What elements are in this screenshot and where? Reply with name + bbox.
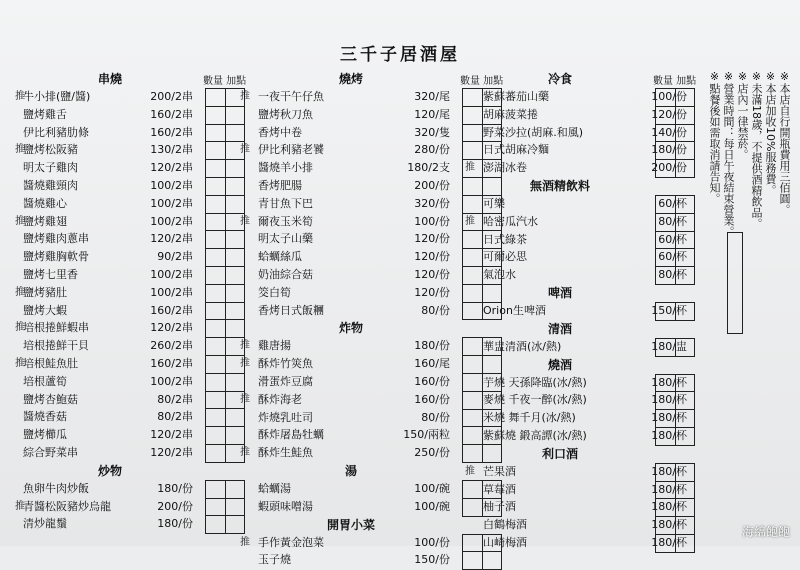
item-name: 酥炸海老 <box>258 392 302 406</box>
add-order-cell[interactable] <box>675 106 695 124</box>
item-price: 80/2串 <box>157 392 193 406</box>
item-name: 雞唐揚 <box>258 339 291 353</box>
quantity-cell[interactable] <box>656 481 676 499</box>
item-price: 180/2支 <box>407 161 450 175</box>
section-title: 開胃小菜 <box>326 517 375 532</box>
item-price: 80/杯 <box>658 214 687 228</box>
item-name: 香烤肥腸 <box>258 178 302 192</box>
quantity-cell[interactable] <box>656 142 676 160</box>
item-name: 培根捲鮮蝦串 <box>23 321 89 335</box>
item-name: 芋燒 天孫降臨(冰/熱) <box>483 375 587 389</box>
quantity-cell[interactable] <box>206 355 226 373</box>
item-price: 180/杯 <box>651 535 687 549</box>
item-price: 100/2串 <box>150 285 193 299</box>
section-title: 炒物 <box>97 463 122 478</box>
recommend-mark: 推 <box>465 215 475 227</box>
item-name: 澎湖冰卷 <box>483 161 527 175</box>
quantity-cell[interactable] <box>656 303 676 321</box>
item-price: 180/杯 <box>651 411 687 425</box>
add-order-cell[interactable] <box>675 338 695 356</box>
item-name: 鹽烤豬肚 <box>23 285 67 299</box>
add-order-cell[interactable] <box>675 213 695 231</box>
quantity-cell[interactable] <box>656 427 676 445</box>
item-name: 清炒龍鬚 <box>23 517 67 531</box>
item-price: 180/盅 <box>651 339 687 353</box>
item-price: 180/杯 <box>651 518 687 532</box>
item-name: 酥炸屠島牡蠣 <box>258 428 324 442</box>
item-name: 青甘魚下巴 <box>258 196 313 210</box>
add-order-cell[interactable] <box>675 392 695 410</box>
item-name: 鹽烤櫛瓜 <box>23 428 67 442</box>
qty-grid <box>655 195 695 285</box>
item-name: 蛤蠣絲瓜 <box>258 250 302 264</box>
item-price: 90/2串 <box>157 250 193 264</box>
item-price: 150/份 <box>414 553 450 567</box>
item-price: 120/2串 <box>150 428 193 442</box>
note-line: ※店內一律禁菸。 <box>736 70 749 160</box>
item-price: 160/2串 <box>150 303 193 317</box>
item-name: 明太子山藥 <box>258 232 313 246</box>
item-price: 180/杯 <box>651 464 687 478</box>
section-title: 燒烤 <box>338 72 363 86</box>
quantity-cell[interactable] <box>206 373 226 391</box>
qty-grid <box>205 480 245 534</box>
item-price: 160/2串 <box>150 107 193 121</box>
section-title: 炸物 <box>338 321 363 336</box>
item-name: 鹽烤雞舌 <box>23 107 67 121</box>
item-name: 醬燒雞心 <box>23 196 67 210</box>
item-price: 120/份 <box>414 285 450 299</box>
item-name: 蛤蠣湯 <box>258 481 291 495</box>
item-name: 鹽烤七里香 <box>23 267 78 281</box>
item-name: 鹽烤松阪豬 <box>23 143 78 157</box>
item-name: 酥炸竹筴魚 <box>258 357 313 371</box>
item-name: 牛小排(鹽/醬) <box>23 90 91 103</box>
item-price: 180/份 <box>157 517 193 531</box>
item-price: 320/隻 <box>414 125 450 139</box>
item-name: 可樂 <box>483 196 505 210</box>
item-name: 鹽烤杏鮑菇 <box>23 392 78 406</box>
note-line: ※本店加收10%服務費。 <box>764 70 777 196</box>
quantity-cell[interactable] <box>206 266 226 284</box>
item-price: 180/杯 <box>651 393 687 407</box>
quantity-cell[interactable] <box>206 338 226 356</box>
item-price: 80/份 <box>421 410 450 424</box>
add-order-cell[interactable] <box>675 427 695 445</box>
section-title: 利口酒 <box>541 446 578 461</box>
item-price: 180/份 <box>414 339 450 353</box>
note-line: ※本店自行開瓶費用三佰圓。 <box>778 70 791 215</box>
recommend-mark: 推 <box>15 357 25 369</box>
recommend-mark: 推 <box>15 144 25 156</box>
item-name: 明太子雞肉 <box>23 161 78 175</box>
item-price: 260/2串 <box>150 339 193 353</box>
item-name: 山崎梅酒 <box>483 535 527 549</box>
item-name: 紫蘇蕃茄山藥 <box>483 90 549 103</box>
quantity-cell[interactable] <box>206 177 226 195</box>
qty-grid <box>655 463 695 553</box>
page-title: 三千子居酒屋 <box>340 45 460 65</box>
note-line: ※點餐後如需取消請告知。 <box>708 70 721 204</box>
item-name: 日式胡麻冷麵 <box>483 143 549 157</box>
item-price: 140/份 <box>651 125 687 139</box>
quantity-cell[interactable] <box>656 213 676 231</box>
qty-grid <box>655 374 695 446</box>
item-price: 120/2串 <box>150 445 193 459</box>
item-price: 180/杯 <box>651 500 687 514</box>
quantity-cell[interactable] <box>206 480 226 498</box>
recommend-mark: 推 <box>15 500 25 512</box>
qty-header: 數量 加點 <box>460 76 504 87</box>
add-order-cell[interactable] <box>675 267 695 285</box>
add-order-cell[interactable] <box>675 249 695 267</box>
item-name: 伊比利豬老饕 <box>258 143 324 157</box>
note-line: ※未滿18歲，不提供酒精飲品。 <box>750 70 763 229</box>
item-price: 120/份 <box>414 250 450 264</box>
item-price: 160/2串 <box>150 125 193 139</box>
item-name: 紫蘇燒 鍛高譚(冰/熱) <box>483 428 587 442</box>
section-title: 湯 <box>344 463 357 478</box>
item-name: 醬燒香菇 <box>23 410 67 424</box>
add-order-cell[interactable] <box>675 410 695 428</box>
item-price: 60/杯 <box>658 196 687 210</box>
note-line: ※營業時間：每日午夜結束營業。 <box>722 70 735 237</box>
item-price: 80/杯 <box>658 268 687 282</box>
item-name: 一夜干午仔魚 <box>258 90 324 103</box>
item-price: 100/2串 <box>150 196 193 210</box>
item-name: 鹽烤雞肉蔥串 <box>23 232 89 246</box>
quantity-cell[interactable] <box>206 444 226 462</box>
item-price: 60/杯 <box>658 250 687 264</box>
item-name: 綜合野菜串 <box>23 445 78 459</box>
add-order-cell[interactable] <box>675 463 695 481</box>
section-title: 冷食 <box>547 72 572 86</box>
item-price: 100/2串 <box>150 374 193 388</box>
item-name: 氣泡水 <box>483 268 516 282</box>
item-price: 80/份 <box>421 303 450 317</box>
quantity-cell[interactable] <box>206 427 226 445</box>
item-name: 爾夜玉米筍 <box>258 214 313 228</box>
item-name: 香烤中卷 <box>258 125 302 139</box>
item-name: 胡麻菠菜捲 <box>483 107 538 121</box>
quantity-cell[interactable] <box>206 409 226 427</box>
add-order-cell[interactable] <box>675 89 695 107</box>
item-name: 蝦頭味噌湯 <box>258 499 313 513</box>
item-name: 手作黃金泡菜 <box>258 535 324 549</box>
add-order-cell[interactable] <box>675 499 695 517</box>
recommend-mark: 推 <box>240 358 250 370</box>
item-price: 200/份 <box>157 499 193 513</box>
item-price: 320/尾 <box>414 90 450 103</box>
recommend-mark: 推 <box>240 215 250 227</box>
item-price: 180/杯 <box>651 428 687 442</box>
item-name: 可爾必思 <box>483 250 527 264</box>
add-order-cell[interactable] <box>675 196 695 214</box>
item-name: 奶油綜合菇 <box>258 267 313 281</box>
item-name: 玉子燒 <box>258 553 291 567</box>
menu-column <box>240 70 502 569</box>
item-name: 滑蛋炸豆腐 <box>258 374 313 388</box>
quantity-cell[interactable] <box>656 196 676 214</box>
item-name: 香烤日式飯糰 <box>258 303 324 317</box>
qty-grid <box>655 302 695 321</box>
item-name: 野菜沙拉(胡麻.和風) <box>483 125 584 139</box>
qty-grid <box>655 88 695 178</box>
item-name: 炸燒乳吐司 <box>258 410 313 424</box>
recommend-mark: 推 <box>240 144 250 156</box>
section-title: 清酒 <box>547 321 572 336</box>
notes-panel <box>708 70 790 330</box>
quantity-cell[interactable] <box>656 374 676 392</box>
quantity-cell[interactable] <box>656 534 676 552</box>
item-name: 日式綠茶 <box>483 232 527 246</box>
section-title: 啤酒 <box>547 285 572 300</box>
quantity-cell[interactable] <box>656 410 676 428</box>
recommend-mark: 推 <box>15 322 25 334</box>
section-title: 串燒 <box>97 72 122 86</box>
item-price: 120/份 <box>414 232 450 246</box>
item-price: 120/2串 <box>150 161 193 175</box>
item-price: 180/份 <box>157 481 193 495</box>
recommend-mark: 推 <box>465 465 475 477</box>
item-price: 120/份 <box>414 267 450 281</box>
item-name: 麥燒 千夜一醉(冰/熱) <box>483 393 587 407</box>
item-price: 130/2串 <box>150 143 193 157</box>
item-price: 100/份 <box>414 535 450 549</box>
qty-header: 數量 加點 <box>203 76 247 87</box>
item-price: 150/兩粒 <box>403 428 450 442</box>
quantity-cell[interactable] <box>206 498 226 516</box>
add-order-cell[interactable] <box>675 517 695 535</box>
quantity-cell[interactable] <box>206 302 226 320</box>
item-price: 100/2串 <box>150 267 193 281</box>
quantity-cell[interactable] <box>206 391 226 409</box>
recommend-mark: 推 <box>240 393 250 405</box>
item-price: 320/份 <box>414 196 450 210</box>
item-name: 柚子酒 <box>483 500 516 514</box>
item-price: 250/份 <box>414 446 450 460</box>
item-name: 筊白筍 <box>258 285 291 299</box>
item-price: 120/份 <box>651 107 687 121</box>
item-name: Orion生啤酒 <box>483 303 546 317</box>
item-price: 100/份 <box>414 214 450 228</box>
item-name: 青醬松阪豬炒烏龍 <box>23 499 111 513</box>
recommend-mark: 推 <box>15 215 25 227</box>
item-price: 180/份 <box>651 143 687 157</box>
item-price: 80/2串 <box>157 410 193 424</box>
item-price: 160/尾 <box>414 357 450 371</box>
item-price: 200/2串 <box>150 90 193 103</box>
recommend-mark: 推 <box>465 162 475 174</box>
item-name: 酥炸生鮭魚 <box>258 446 313 460</box>
watermark: 海綿飽飽 <box>741 525 790 539</box>
quantity-cell[interactable] <box>206 142 226 160</box>
item-price: 60/杯 <box>658 232 687 246</box>
add-order-cell[interactable] <box>675 160 695 178</box>
quantity-cell[interactable] <box>656 499 676 517</box>
quantity-cell[interactable] <box>206 195 226 213</box>
item-price: 280/份 <box>414 143 450 157</box>
item-name: 醬燒雞頸肉 <box>23 178 78 192</box>
add-order-cell[interactable] <box>675 303 695 321</box>
item-name: 哈密瓜汽水 <box>483 214 538 228</box>
section-title: 燒酒 <box>547 357 572 372</box>
item-name: 培根蘆筍 <box>23 374 67 388</box>
quantity-cell[interactable] <box>463 552 483 570</box>
quantity-cell[interactable] <box>656 267 676 285</box>
quantity-cell[interactable] <box>656 231 676 249</box>
note-frame <box>727 232 743 334</box>
quantity-cell[interactable] <box>206 284 226 302</box>
item-name: 培根鮭魚肚 <box>23 356 78 370</box>
item-price: 100/碗 <box>414 499 450 513</box>
menu-column <box>465 70 695 552</box>
item-name: 培根捲鮮干貝 <box>23 339 89 353</box>
quantity-cell[interactable] <box>206 231 226 249</box>
add-order-cell[interactable] <box>482 552 502 570</box>
item-name: 鹽烤秋刀魚 <box>258 107 313 121</box>
item-price: 160/2串 <box>150 356 193 370</box>
quantity-cell[interactable] <box>656 106 676 124</box>
recommend-mark: 推 <box>240 340 250 352</box>
add-order-cell[interactable] <box>675 481 695 499</box>
item-price: 180/杯 <box>651 375 687 389</box>
item-name: 魚卵牛肉炒飯 <box>23 481 89 495</box>
recommend-mark: 推 <box>240 536 250 548</box>
add-order-cell[interactable] <box>675 231 695 249</box>
quantity-cell[interactable] <box>206 106 226 124</box>
qty-grid <box>655 338 695 357</box>
item-price: 100/2串 <box>150 214 193 228</box>
recommend-mark: 推 <box>15 91 25 102</box>
item-price: 160/份 <box>414 392 450 406</box>
add-order-cell[interactable] <box>675 124 695 142</box>
item-price: 120/2串 <box>150 232 193 246</box>
quantity-cell[interactable] <box>206 89 226 107</box>
recommend-mark: 推 <box>240 91 250 102</box>
add-order-cell[interactable] <box>675 534 695 552</box>
item-price: 100/碗 <box>414 481 450 495</box>
item-price: 150/杯 <box>651 303 687 317</box>
quantity-cell[interactable] <box>656 392 676 410</box>
item-name: 鹽烤雞胸軟骨 <box>23 250 89 264</box>
quantity-cell[interactable] <box>206 160 226 178</box>
recommend-mark: 推 <box>240 447 250 459</box>
quantity-cell[interactable] <box>206 516 226 534</box>
quantity-cell[interactable] <box>656 89 676 107</box>
recommend-mark: 推 <box>15 286 25 298</box>
section-title: 無酒精飲料 <box>529 178 590 193</box>
item-price: 120/2串 <box>150 321 193 335</box>
item-name: 芒果酒 <box>483 464 516 478</box>
item-price: 100/份 <box>651 90 687 103</box>
quantity-cell[interactable] <box>206 213 226 231</box>
item-price: 100/2串 <box>150 178 193 192</box>
item-name: 白鶴梅酒 <box>483 518 527 532</box>
item-price: 160/份 <box>414 374 450 388</box>
item-price: 120/尾 <box>414 107 450 121</box>
quantity-cell[interactable] <box>206 320 226 338</box>
quantity-cell[interactable] <box>656 517 676 535</box>
item-price: 200/份 <box>651 161 687 175</box>
quantity-cell[interactable] <box>656 338 676 356</box>
item-name: 草莓酒 <box>483 482 516 496</box>
quantity-cell[interactable] <box>206 249 226 267</box>
item-price: 180/杯 <box>651 482 687 496</box>
quantity-cell[interactable] <box>656 160 676 178</box>
quantity-cell[interactable] <box>656 124 676 142</box>
item-name: 米燒 舞千月(冰/熱) <box>483 411 576 425</box>
item-name: 鹽烤大蝦 <box>23 303 67 317</box>
item-price: 200/份 <box>414 178 450 192</box>
add-order-cell[interactable] <box>675 374 695 392</box>
item-name: 鹽烤雞翅 <box>23 214 67 228</box>
menu-column <box>15 70 245 533</box>
quantity-cell[interactable] <box>656 249 676 267</box>
add-order-cell[interactable] <box>675 142 695 160</box>
qty-header: 數量 加點 <box>653 76 697 87</box>
item-name: 華盅清酒(冰/熱) <box>483 339 562 353</box>
qty-grid <box>205 88 245 463</box>
quantity-cell[interactable] <box>656 463 676 481</box>
quantity-cell[interactable] <box>206 124 226 142</box>
item-name: 醬燒羊小排 <box>258 161 313 175</box>
item-name: 伊比利豬肋條 <box>23 125 89 139</box>
